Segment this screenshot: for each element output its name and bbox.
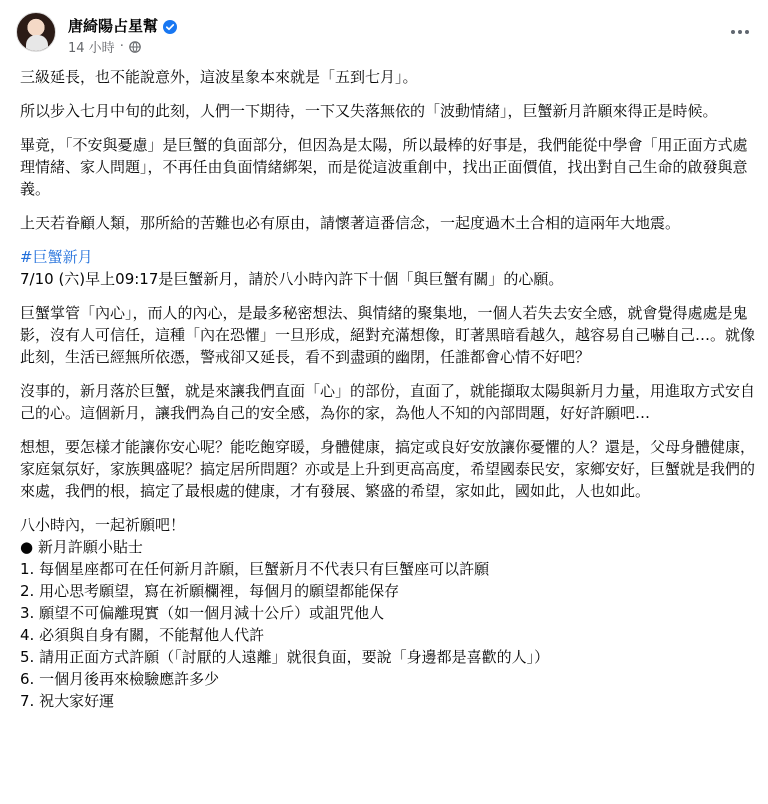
tips-list: [20, 558, 760, 712]
tip-item: 3. 願望不可偏離現實（如一個月減十公斤）或詛咒他人: [20, 604, 385, 622]
avatar[interactable]: [16, 12, 56, 52]
tips-title: ● 新月許願小貼士: [20, 538, 143, 556]
post-header: [16, 12, 752, 60]
tip-item: 7. 祝大家好運: [20, 692, 115, 710]
post-body: [20, 66, 760, 712]
post-timestamp[interactable]: 14 小時: [68, 41, 115, 56]
globe-icon[interactable]: [129, 41, 141, 53]
author-name[interactable]: 唐綺陽占星幫: [68, 17, 159, 35]
paragraph: 巨蟹掌管「內心」，而人的內心，是最多秘密想法、與情緒的聚集地，一個人若失去安全感，就會覺得處處是鬼影，沒有人可信任，這種「內在恐懼」一旦形成，絕對充滿想像，盯著黑暗看越久，越容易自己嚇自己…。就像此刻，生活已經無所依憑，警戒卻又延長，看不到盡頭的幽閉，任誰都會心情不好吧？: [20, 304, 756, 366]
tip-item: 6. 一個月後再來檢驗應許多少: [20, 670, 220, 688]
author-row: [68, 15, 177, 36]
paragraph: 沒事的，新月落於巨蟹，就是來讓我們直面「心」的部份，直面了，就能擷取太陽與新月力量，用進取方式安自己的心。這個新月，讓我們為自己的安全感，為你的家，為他人不知的內部問題，好好許願吧…: [20, 382, 756, 422]
tip-item: 1. 每個星座都可在任何新月許願，巨蟹新月不代表只有巨蟹座可以許願: [20, 560, 490, 578]
paragraph: 上天若眷顧人類，那所給的苦難也必有原由，請懷著這番信念，一起度過木土合相的這兩年大地震。: [20, 214, 681, 232]
paragraph: 畢竟，「不安與憂慮」是巨蟹的負面部分，但因為是太陽，所以最棒的好事是，我們能從中學會「用正面方式處理情緒、家人問題」，不再任由負面情緒綁架，而是從這波重創中，找出正面價值，找出對自己生命的啟發與意義。: [20, 136, 748, 198]
meta-separator: ·: [119, 39, 124, 54]
tip-item: 4. 必須與自身有關，不能幫他人代許: [20, 626, 265, 644]
closing-line: 八小時內，一起祈願吧！: [20, 516, 186, 534]
date-line: 7/10 (六)早上09:17是巨蟹新月，請於八小時內許下十個「與巨蟹有關」的心願。: [20, 270, 564, 288]
verified-badge-icon: [163, 19, 177, 33]
tip-item: 2. 用心思考願望，寫在祈願欄裡，每個月的願望都能保存: [20, 582, 400, 600]
hashtag-link[interactable]: #巨蟹新月: [20, 248, 93, 266]
post-meta: [68, 37, 141, 56]
more-options-icon[interactable]: [728, 20, 752, 44]
paragraph: 三級延長，也不能說意外，這波星象本來就是「五到七月」。: [20, 68, 418, 86]
paragraph: 所以步入七月中旬的此刻，人們一下期待，一下又失落無依的「波動情緒」，巨蟹新月許願來得正是時候。: [20, 102, 718, 120]
tip-item: 5. 請用正面方式許願（「討厭的人遠離」就很負面，要說「身邊都是喜歡的人」）: [20, 648, 550, 666]
paragraph: 想想，要怎樣才能讓你安心呢？能吃飽穿暖，身體健康，搞定或良好安放讓你憂懼的人？還是，父母身體健康，家庭氣氛好，家族興盛呢？搞定居所問題？亦或是上升到更高高度，希望國泰民安，家鄉安好，巨蟹就是我們的來處，我們的根，搞定了最根處的健康，才有發展、繁盛的希望，家如此，國如此，人也如此。: [20, 438, 756, 500]
